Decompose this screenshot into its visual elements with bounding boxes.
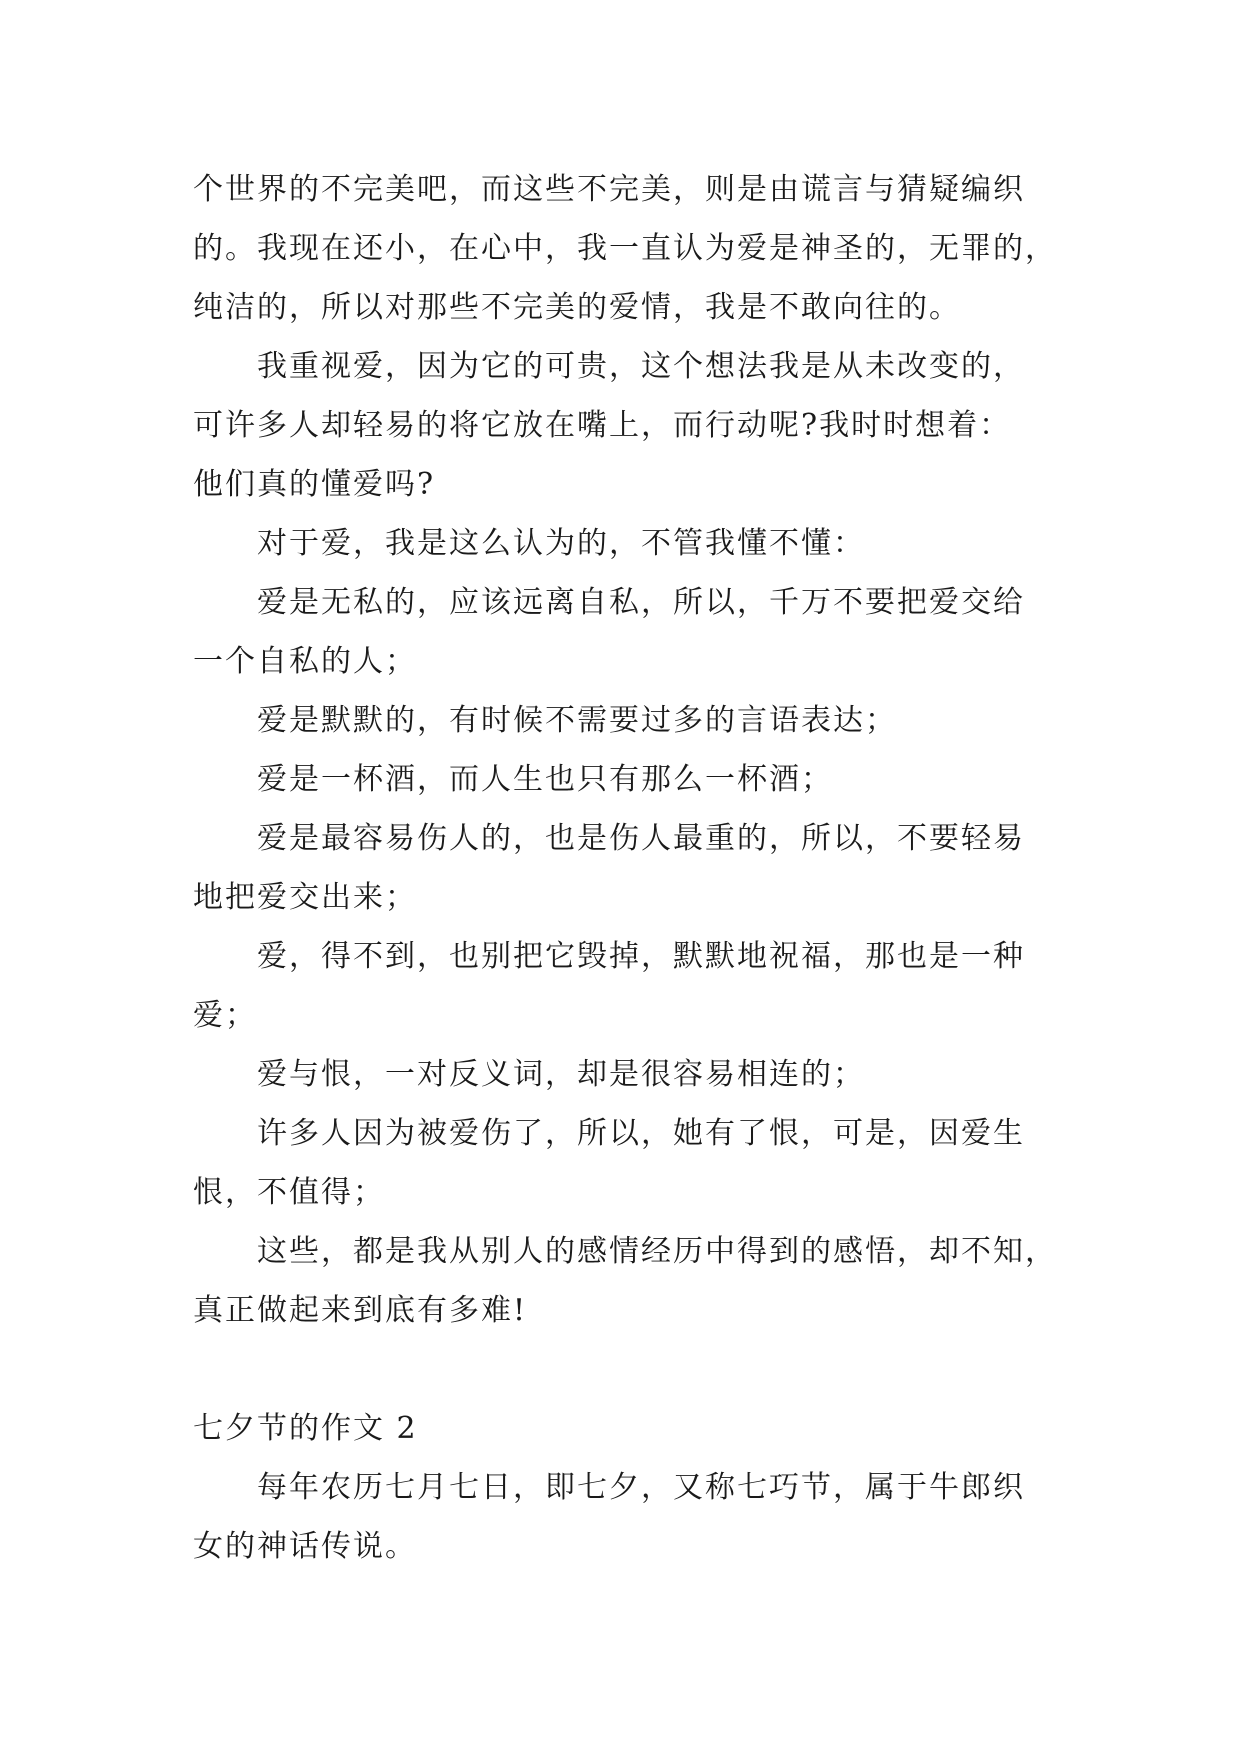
paragraph-start: 爱是最容易伤人的，也是伤人最重的，所以，不要轻易: [257, 821, 1025, 856]
text-line: 他们真的懂爱吗?: [193, 467, 436, 502]
paragraph-start: 爱是一杯酒，而人生也只有那么一杯酒；: [257, 762, 833, 797]
paragraph-start: 爱是无私的，应该远离自私，所以，千万不要把爱交给: [257, 585, 1025, 620]
paragraph-start: 爱，得不到，也别把它毁掉，默默地祝福，那也是一种: [257, 939, 1025, 974]
text-line: 真正做起来到底有多难!: [193, 1293, 528, 1328]
text-line: 地把爱交出来；: [193, 880, 417, 915]
text-line: 个世界的不完美吧，而这些不完美，则是由谎言与猜疑编织: [193, 172, 1025, 207]
text-line: 可许多人却轻易的将它放在嘴上，而行动呢?我时时想着：: [193, 408, 1012, 443]
text-line: 女的神话传说。: [193, 1529, 417, 1564]
document-body: [193, 160, 1057, 1576]
text-line: 一个自私的人；: [193, 644, 417, 679]
paragraph-start: 爱是默默的，有时候不需要过多的言语表达；: [257, 703, 897, 738]
section-gap: [193, 1340, 1053, 1399]
paragraph-start: 许多人因为被爱伤了，所以，她有了恨，可是，因爱生: [257, 1116, 1025, 1151]
section-heading: 七夕节的作文 2: [193, 1411, 418, 1446]
paragraph-start: 我重视爱，因为它的可贵，这个想法我是从未改变的，: [257, 349, 1025, 384]
paragraph-start: 爱与恨，一对反义词，却是很容易相连的；: [257, 1057, 865, 1092]
text-line: 的。我现在还小，在心中，我一直认为爱是神圣的，无罪的，: [193, 231, 1057, 266]
text-line: 爱；: [193, 998, 257, 1033]
text-line: 恨，不值得；: [193, 1175, 385, 1210]
paragraph-start: 对于爱，我是这么认为的，不管我懂不懂：: [257, 526, 865, 561]
paragraph-start: 每年农历七月七日，即七夕，又称七巧节，属于牛郎织: [257, 1470, 1025, 1505]
paragraph-start: 这些，都是我从别人的感情经历中得到的感悟，却不知，: [257, 1234, 1057, 1269]
text-line: 纯洁的，所以对那些不完美的爱情，我是不敢向往的。: [193, 290, 961, 325]
